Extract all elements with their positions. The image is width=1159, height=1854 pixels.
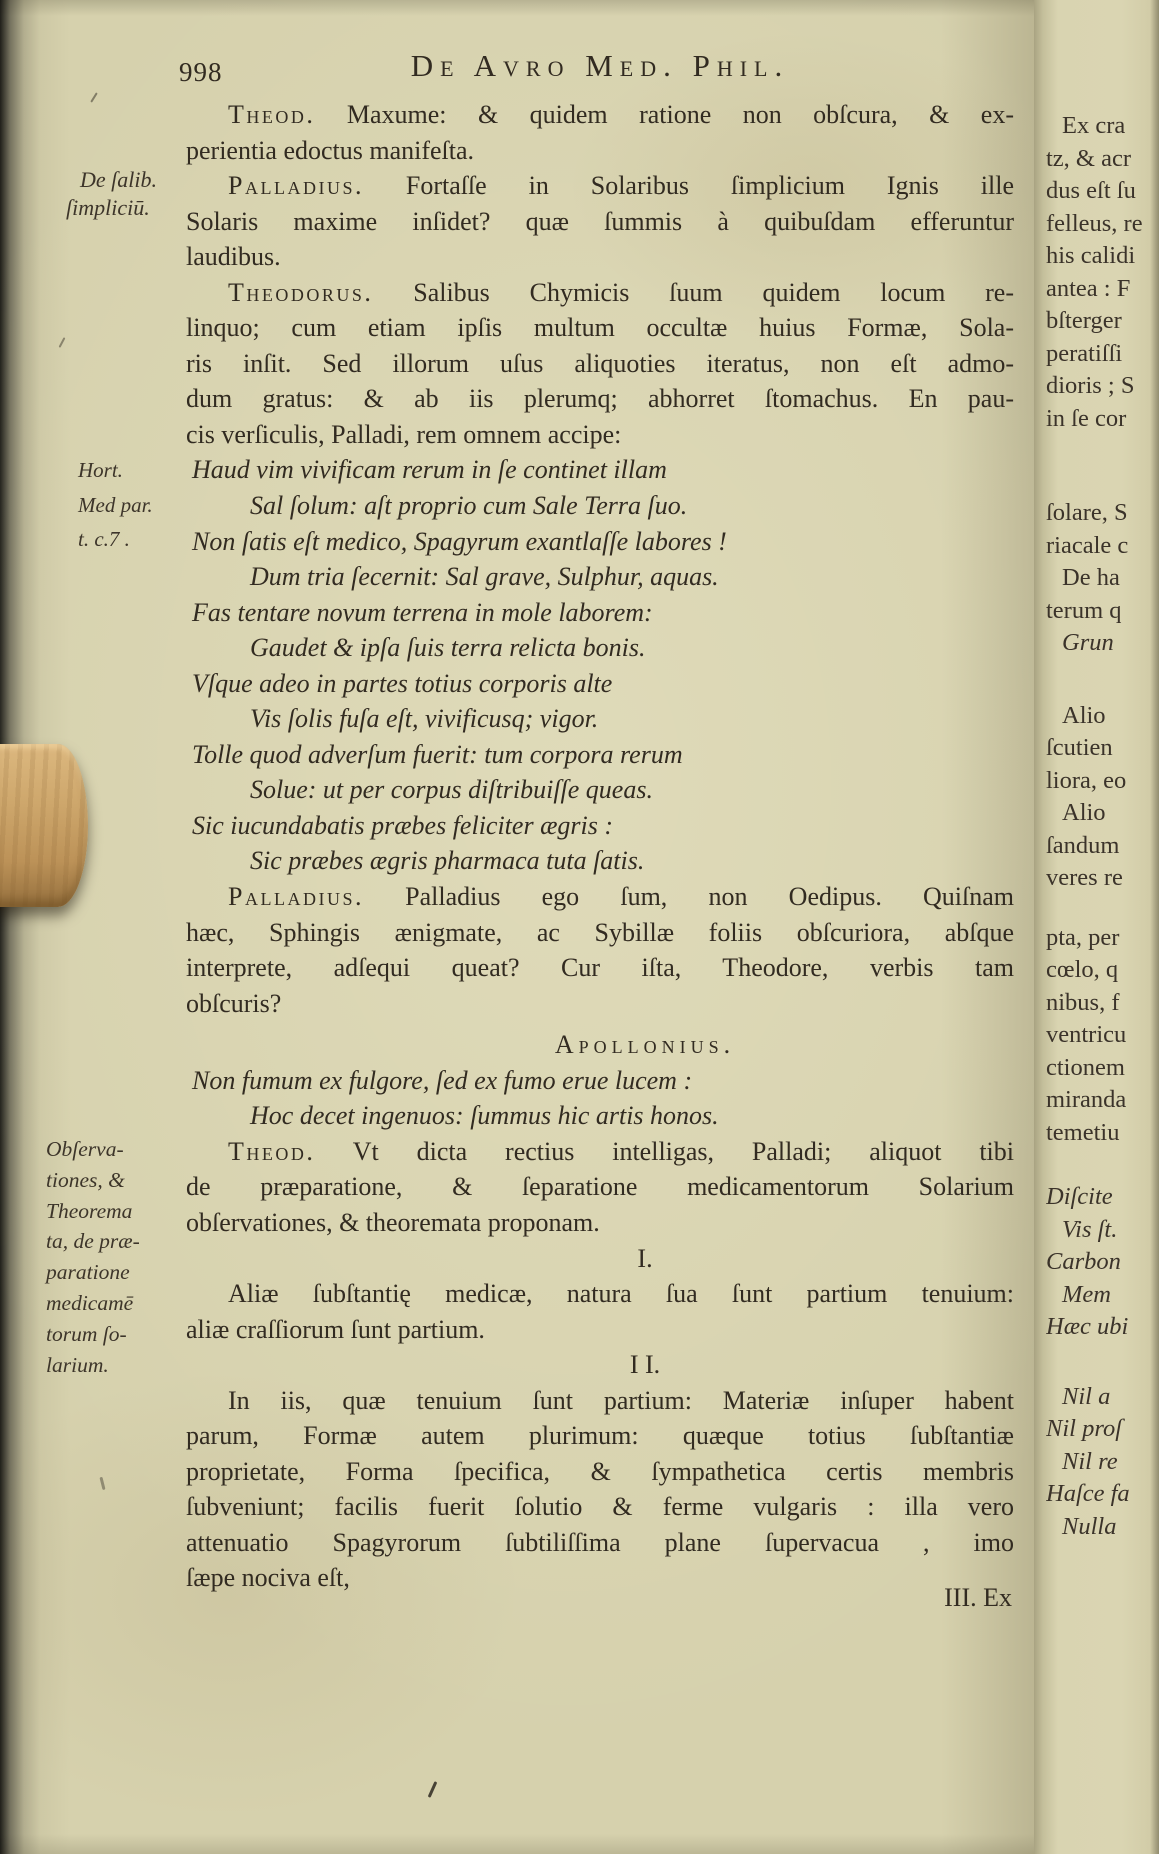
fragment-line: Nil proſ [1046, 1415, 1123, 1442]
margin-note-line: Obſerva- [46, 1137, 124, 1161]
body-line: dum gratus: & ab iis plerumq; abhorret ſtomachus. En pau- [186, 384, 1014, 414]
fragment-line: Alio [1062, 799, 1106, 826]
theorem-number: I I. [629, 1350, 661, 1380]
body-line: Palladius. Fortaſſe in Solaribus ſimplicium Ignis ille [228, 171, 1014, 201]
margin-note-line: tiones, & [46, 1167, 125, 1192]
fragment-line: terum q [1046, 596, 1122, 624]
speaker-name: Palladius. [228, 882, 364, 912]
fragment-line: tz, & acr [1046, 144, 1132, 172]
body-line: ris inſit. Sed illorum uſus aliquoties iteratus, non eſt admo- [186, 348, 1014, 378]
fragment-line: pta, per [1046, 923, 1120, 951]
margin-note-line: ta, de præ- [46, 1229, 140, 1254]
poem-line: Sic iucundabatis præbes feliciter ægris : [192, 810, 614, 840]
poem-line: Dum tria ſecernit: Sal grave, Sulphur, aquas. [250, 562, 719, 592]
next-page-text-fragments [1046, 110, 1159, 1810]
poem-line: Vſque adeo in partes totius corporis alte [192, 668, 613, 698]
poem-line: Fas tentare novum terrena in mole laborem: [192, 597, 653, 627]
speaker-name: Theod. [228, 100, 316, 129]
speaker-name: Theodorus. [228, 277, 374, 307]
margin-note-line: ſimpliciū. [66, 195, 150, 220]
theorem-number: I. [637, 1243, 653, 1273]
body-line: obſervationes, & theoremata proponam. [186, 1207, 600, 1237]
poem-line: Non fumum ex fulgore, ſed ex fumo erue lucem : [192, 1065, 693, 1095]
fragment-line: ſandum [1046, 831, 1120, 859]
fragment-line: nibus, f [1046, 988, 1120, 1016]
poem-line: Hoc decet ingenuos: ſummus hic artis honos. [250, 1101, 719, 1131]
speaker-name: Theod. [228, 1136, 316, 1166]
fragment-line: felleus, re [1046, 209, 1143, 237]
fragment-line: Hæc ubi [1046, 1313, 1129, 1340]
body-line: Palladius. Palladius ego ſum, non Oedipus. Quiſnam [228, 882, 1014, 912]
body-line: hæc, Sphingis ænigmate, ac Sybillæ foliis obſcuriora, abſque [186, 917, 1014, 947]
fragment-line: Carbon [1046, 1248, 1121, 1275]
fragment-line: dioris ; S [1046, 372, 1135, 399]
fragment-line: Grun [1062, 629, 1114, 656]
margin-note-line: Hort. [78, 458, 123, 482]
body-line: ſubveniunt; facilis fuerit ſolutio & ferme vulgaris : illa vero [186, 1492, 1014, 1522]
margin-note-line: t. c.7 . [78, 527, 130, 551]
body-line: Aliæ ſubſtantię medicæ, natura ſua ſunt partium tenuium: [228, 1279, 1014, 1309]
margin-note [78, 453, 218, 557]
body-line: Theod. Vt dicta rectius intelligas, Palladi; aliquot tibi [228, 1136, 1014, 1166]
margin-note-line: Med par. [78, 492, 153, 517]
fragment-line: Nil re [1062, 1447, 1118, 1475]
fragment-line: his calidi [1046, 242, 1136, 269]
body-line: de præparatione, & ſeparatione medicamentorum Solarium [186, 1172, 1014, 1202]
poem-line: Non ſatis eſt medico, Spagyrum exantlaſſe labores ! [192, 526, 727, 556]
body-line: Solaris maxime inſidet? quæ ſummis à quibuſdam efferuntur [186, 206, 1014, 236]
poem-line: Solue: ut per corpus diſtribuiſſe queas. [250, 775, 653, 805]
poem-line: Sal ſolum: aſt proprio cum Sale Terra ſuo. [250, 491, 688, 521]
poem-line: Vis ſolis fuſa eſt, vivificusq; vigor. [250, 704, 599, 734]
margin-note-line: De ſalib. [80, 167, 157, 192]
body-line: attenuatio Spagyrorum ſubtiliſſima plane ſupervacua , imo [186, 1527, 1014, 1557]
fragment-line: Vis ſt. [1062, 1215, 1118, 1243]
body-line: Theod. Maxume: & quidem ratione non obſcura, & ex- [228, 100, 1014, 129]
fragment-line: ctionem [1046, 1053, 1125, 1081]
poem-line: Haud vim vivificam rerum in ſe continet illam [192, 455, 667, 485]
fragment-line: miranda [1046, 1086, 1127, 1113]
fragment-line: Nil a [1062, 1382, 1111, 1410]
body-line: interprete, adſequi queat? Cur iſta, Theodore, verbis tam [186, 953, 1014, 983]
fragment-line: cœlo, q [1046, 956, 1119, 983]
fragment-line: De ha [1062, 564, 1120, 591]
fragment-line: peratiſſi [1046, 339, 1123, 367]
fragment-line: dus eſt ſu [1046, 177, 1136, 204]
fragment-line: bſterger [1046, 307, 1122, 334]
body-line: In iis, quæ tenuium ſunt partium: Materiæ inſuper habent [228, 1385, 1014, 1415]
fragment-line: liora, eo [1046, 766, 1127, 794]
section-heading [186, 1027, 1014, 1063]
body-line: laudibus. [186, 242, 281, 272]
poem-line: Gaudet & ipſa ſuis terra relicta bonis. [250, 633, 646, 663]
body-line: Theodorus. Salibus Chymicis ſuum quidem locum re- [228, 277, 1014, 307]
catchword: III. Ex [944, 1582, 1012, 1612]
margin-note [46, 1134, 198, 1380]
text-column [186, 97, 1014, 1616]
margin-note-line: paratione [46, 1260, 130, 1285]
speaker-name: Palladius. [228, 171, 364, 201]
wooden-page-holder [0, 744, 88, 907]
margin-note-line: medicamē [46, 1290, 134, 1315]
fragment-line: in ſe cor [1046, 404, 1127, 432]
fragment-line: Haſce fa [1046, 1480, 1130, 1507]
speaker-name: Apollonius. [554, 1030, 736, 1060]
fragment-line: ventricu [1046, 1021, 1127, 1048]
poem-line: Tolle quod adverſum fuerit: tum corpora rerum [192, 739, 683, 769]
fragment-line: ſcutien [1046, 734, 1113, 761]
body-line: perientia edoctus manifeſta. [186, 135, 475, 165]
body-line: obſcuris? [186, 988, 282, 1018]
margin-note-line: torum ſo- [46, 1321, 127, 1346]
fragment-line: veres re [1046, 864, 1123, 891]
body-line: proprietate, Forma ſpecifica, & ſympathetica certis membris [186, 1456, 1014, 1486]
fragment-line: riacale c [1046, 531, 1129, 559]
body-line: aliæ craſſiorum ſunt partium. [186, 1314, 485, 1344]
fragment-line: temetiu [1046, 1118, 1120, 1146]
fragment-line: antea : F [1046, 274, 1131, 302]
body-line: linquo; cum etiam ipſis multum occultæ huius Formæ, Sola- [186, 313, 1014, 343]
body-line: ſæpe nociva eſt, [186, 1563, 350, 1593]
fragment-line: Mem [1062, 1280, 1111, 1308]
fragment-line: ſolare, S [1046, 499, 1128, 526]
running-title: De Avro Med. Phil. [410, 48, 790, 83]
page-number: 998 [179, 57, 223, 87]
body-line: parum, Formæ autem plurimum: quæque totius ſubſtantiæ [186, 1421, 1014, 1451]
body-line: cis verſiculis, Palladi, rem omnem accipe: [186, 419, 622, 449]
margin-note-line: larium. [46, 1352, 109, 1377]
poem-line: Sic præbes ægris pharmaca tuta ſatis. [250, 846, 645, 876]
fragment-line: Nulla [1062, 1512, 1117, 1540]
fragment-line: Diſcite [1046, 1183, 1113, 1210]
fragment-line: Ex cra [1062, 112, 1126, 139]
fragment-line: Alio [1062, 701, 1106, 729]
margin-note [66, 166, 221, 222]
margin-note-line: Theorema [46, 1198, 133, 1223]
